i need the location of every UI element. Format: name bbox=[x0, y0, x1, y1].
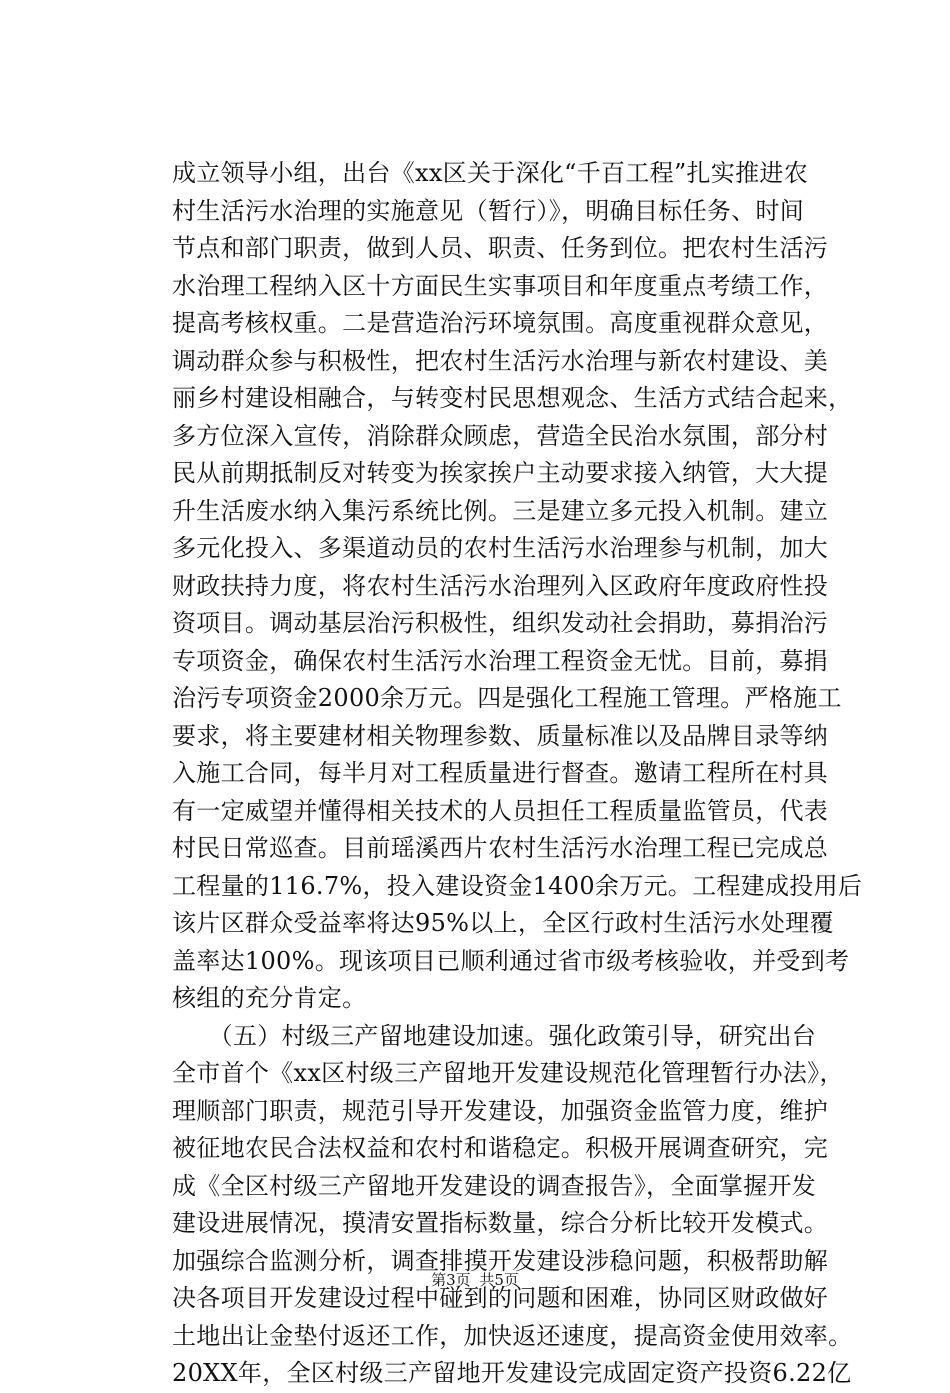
text-line: 土地出让金垫付返还工作，加快返还速度，提高资金使用效率。 bbox=[172, 1321, 853, 1350]
text-line: 决各项目开发建设过程中碰到的问题和困难，协同区财政做好 bbox=[172, 1284, 829, 1312]
text-line: 调动群众参与积极性，把农村生活污水治理与新农村建设、美 bbox=[172, 346, 829, 375]
text-line: 入施工合同，每半月对工程质量进行督查。邀请工程所在村具 bbox=[172, 759, 829, 787]
text-line: 升生活废水纳入集污系统比例。三是建立多元投入机制。建立 bbox=[172, 496, 829, 525]
text-line: 被征地农民合法权益和农村和谐稳定。积极开展调查研究，完 bbox=[172, 1134, 829, 1162]
text-line: 节点和部门职责，做到人员、职责、任务到位。把农村生活污 bbox=[172, 234, 829, 262]
text-line: 建设进展情况，摸清安置指标数量，综合分析比较开发模式。 bbox=[172, 1209, 829, 1237]
text-line: 提高考核权重。二是营造治污环境氛围。高度重视群众意见， bbox=[172, 309, 829, 337]
text-line: 多方位深入宣传，消除群众顾虑，营造全民治水氛围，部分村 bbox=[172, 421, 829, 450]
text-line: 加强综合监测分析，调查排摸开发建设涉稳问题，积极帮助解 bbox=[172, 1246, 829, 1275]
page-footer bbox=[0, 1270, 950, 1290]
document-body bbox=[172, 155, 872, 1393]
text-line: 理顺部门职责，规范引导开发建设，加强资金监管力度，维护 bbox=[172, 1096, 829, 1125]
text-line: 多元化投入、多渠道动员的农村生活污水治理参与机制，加大 bbox=[172, 534, 829, 562]
text-line: 村生活污水治理的实施意见（暂行）》，明确目标任务、时间 bbox=[172, 196, 805, 225]
text-line: 盖率达100%。现该项目已顺利通过省市级考核验收，并受到考 bbox=[172, 946, 850, 975]
text-line: 民从前期抵制反对转变为挨家挨户主动要求接入纳管，大大提 bbox=[172, 459, 829, 487]
text-line: 成立领导小组，出台《xx区关于深化“千百工程”扎实推进农 bbox=[172, 159, 809, 187]
text-line: 全市首个《xx区村级三产留地开发建设规范化管理暂行办法》， bbox=[172, 1059, 844, 1087]
text-line: 资项目。调动基层治污积极性，组织发动社会捐助，募捐治污 bbox=[172, 609, 829, 637]
text-line: 核组的充分肯定。 bbox=[172, 984, 367, 1012]
text-line: 该片区群众受益率将达95%以上，全区行政村生活污水处理覆 bbox=[172, 909, 834, 937]
text-line: 成《全区村级三产留地开发建设的调查报告》，全面掌握开发 bbox=[172, 1171, 817, 1200]
text-line: 治污专项资金2000余万元。四是强化工程施工管理。严格施工 bbox=[172, 684, 842, 712]
page-total: 共5页 bbox=[479, 1271, 519, 1289]
text-line: 20XX年，全区村级三产留地开发建设完成固定资产投资6.22亿 bbox=[172, 1359, 852, 1387]
text-line: 财政扶持力度，将农村生活污水治理列入区政府年度政府性投 bbox=[172, 571, 829, 600]
text-line: 水治理工程纳入区十方面民生实事项目和年度重点考绩工作， bbox=[172, 271, 829, 300]
text-line: 专项资金，确保农村生活污水治理工程资金无忧。目前，募捐 bbox=[172, 646, 829, 675]
text-line: 要求，将主要建材相关物理参数、质量标准以及品牌目录等纳 bbox=[172, 721, 829, 750]
text-line: （五）村级三产留地建设加速。强化政策引导，研究出台 bbox=[172, 1021, 817, 1050]
text-line: 有一定威望并懂得相关技术的人员担任工程质量监管员，代表 bbox=[172, 796, 829, 825]
text-line: 丽乡村建设相融合，与转变村民思想观念、生活方式结合起来， bbox=[172, 384, 853, 412]
text-line: 工程量的116.7%，投入建设资金1400余万元。工程建成投用后 bbox=[172, 871, 863, 900]
text-line: 村民日常巡查。目前瑶溪西片农村生活污水治理工程已完成总 bbox=[172, 834, 829, 862]
page-number: 第3页 bbox=[431, 1271, 471, 1289]
